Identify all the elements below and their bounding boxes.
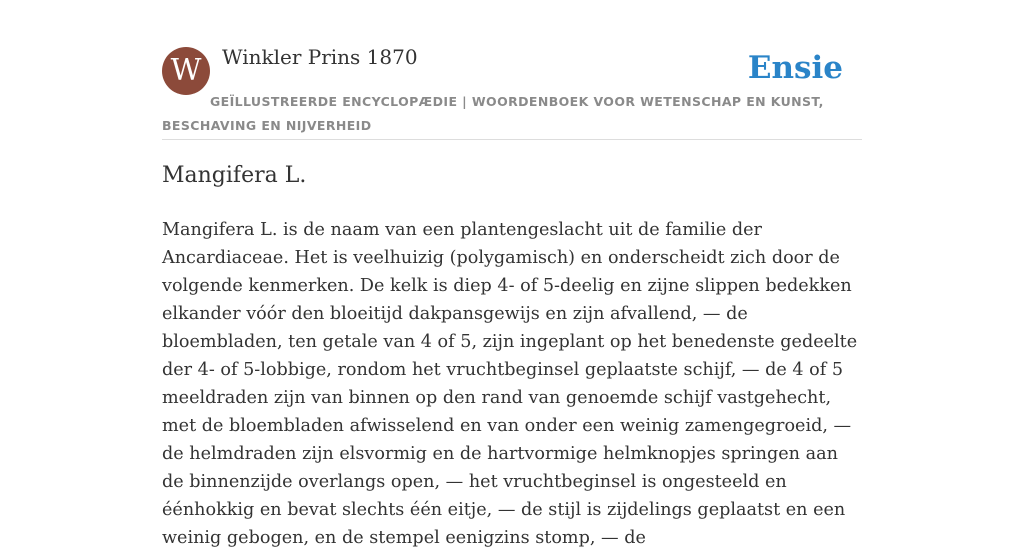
article-body: Mangifera L. is de naam van een plantengeslacht uit de familie der Ancardiaceae. Het is veelhuizig (polygamisch) en onderscheidt zich door de volgende kenmerken. De kelk is diep 4- of 5-deelig en zijne slippen bedekken elkander vóór den bloeitijd dakpansgewijs en zijn afvallend, — de bloembladen, ten getale van 4 of 5, zijn ingeplant op het benedenste gedeelte der 4- of 5-lobbige, rondom het vruchtbeginsel geplaatste schijf, — de 4 of 5 meeldraden zijn van binnen op den rand van genoemde schijf vastgehecht, met de bloembladen afwisselend en van onder een weinig zamengegroeid, — de helmdraden zijn elsvormig en de hartvormige helmknopjes springen aan de binnenzijde overlangs open, — het vruchtbeginsel is ongesteeld en éénhokkig en bevat slechts één eitje, — de stijl is zijdelings geplaatst en een weinig gebogen, en de stempel eenigzins stomp, — de — [162, 220, 858, 548]
article-title: Mangifera L. — [162, 163, 307, 188]
source-subtitle: GEÏLLUSTREERDE ENCYCLOPÆDIE | WOORDENBOEK VOOR WETENSCHAP EN KUNST, BESCHAVING EN NIJVERHEID — [162, 94, 824, 133]
source-title-link[interactable]: Winkler Prins 1870 — [222, 45, 418, 69]
header-divider — [162, 139, 862, 140]
ensie-logo[interactable]: Ensie — [747, 50, 843, 86]
source-avatar[interactable]: W — [162, 47, 210, 95]
